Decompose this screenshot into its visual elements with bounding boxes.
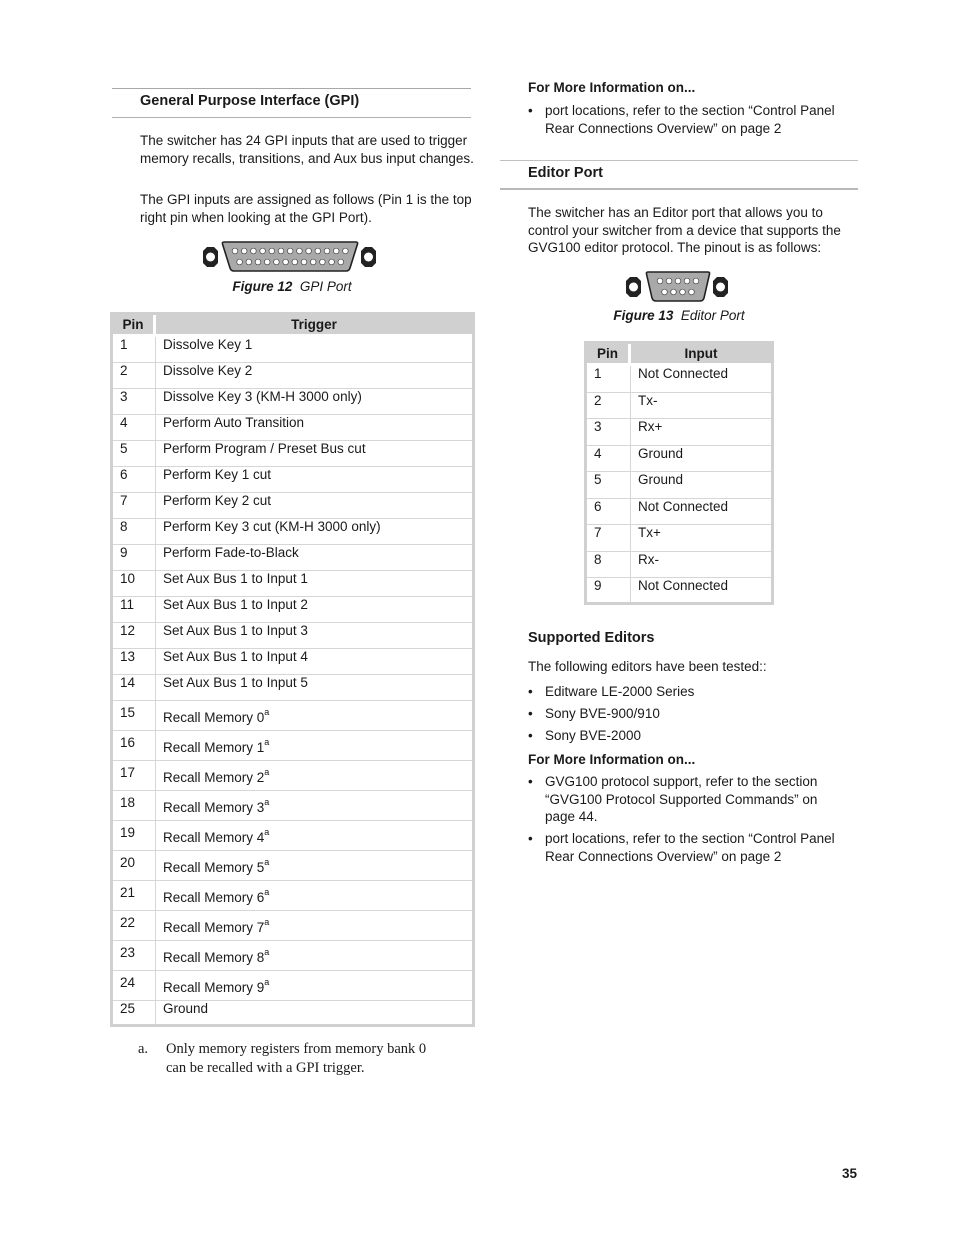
input-cell: Not Connected: [631, 499, 771, 526]
trigger-cell: [156, 971, 472, 1001]
input-cell: Not Connected: [631, 366, 771, 393]
connector-pin: [324, 248, 330, 254]
more-info-title-2: For More Information on...: [528, 752, 696, 767]
pin-cell: 13: [113, 649, 156, 675]
trigger-text: Recall Memory 1: [163, 739, 265, 755]
connector-pin: [278, 248, 284, 254]
pin-cell: 8: [587, 552, 631, 579]
trigger-cell: [156, 467, 472, 493]
supported-editors-title: Supported Editors: [528, 630, 655, 646]
trigger-text: Recall Memory 6: [163, 889, 265, 905]
table-row: [113, 941, 472, 971]
table-row: [113, 441, 472, 467]
table-row: [113, 851, 472, 881]
input-cell: Tx+: [631, 525, 771, 552]
pin-cell: 9: [113, 545, 156, 571]
trigger-cell: [156, 851, 472, 881]
table-row: [113, 389, 472, 415]
editor-name: Editware LE-2000 Series: [545, 684, 695, 699]
trigger-text: Ground: [163, 1001, 209, 1016]
connector-pin: [689, 289, 695, 295]
connector-pin: [657, 278, 663, 284]
pin-cell: 6: [113, 467, 156, 493]
more-info-2b-line-2: Rear Connections Overview” on page 2: [545, 848, 782, 864]
gpi-port-connector-icon: [198, 238, 384, 276]
trigger-cell: [156, 731, 472, 761]
footnote-ref: a: [264, 827, 270, 837]
connector-pin: [260, 248, 266, 254]
trigger-text: Perform Fade-to-Black: [163, 545, 299, 560]
trigger-text: Set Aux Bus 1 to Input 1: [163, 571, 308, 586]
trigger-text: Set Aux Bus 1 to Input 2: [163, 597, 308, 612]
pin-cell: 7: [113, 493, 156, 519]
footnote-ref: a: [264, 767, 270, 777]
pin-cell: 5: [113, 441, 156, 467]
table-row: [587, 552, 771, 579]
table-row: [113, 821, 472, 851]
pin-cell: 11: [113, 597, 156, 623]
figure-13-label: Figure 13: [613, 308, 674, 323]
trigger-text: Recall Memory 7: [163, 919, 265, 935]
table-row: [113, 911, 472, 941]
trigger-cell: [156, 545, 472, 571]
table-row: [587, 446, 771, 473]
pin-cell: 4: [587, 446, 631, 473]
trigger-cell: [156, 337, 472, 363]
trigger-text: Recall Memory 2: [163, 769, 265, 785]
footnote-ref: a: [264, 887, 270, 897]
gpi-paragraph-1: The switcher has 24 GPI inputs that are used to trigger memory recalls, transitions, and Aux bus input changes.: [140, 133, 474, 166]
pin-cell: 4: [113, 415, 156, 441]
section-title-gpi: General Purpose Interface (GPI): [140, 93, 360, 109]
more-info-2b-line-1: port locations, refer to the section “Control Panel: [545, 831, 835, 846]
trigger-cell: [156, 623, 472, 649]
trigger-text: Recall Memory 3: [163, 799, 265, 815]
footnote-line-2: can be recalled with a GPI trigger.: [166, 1060, 365, 1076]
pin-cell: 7: [587, 525, 631, 552]
more-info-2a-line-1: GVG100 protocol support, refer to the section: [545, 774, 818, 789]
table-row: [587, 419, 771, 446]
connector-pin: [671, 289, 677, 295]
input-cell: Rx+: [631, 419, 771, 446]
table-row: [587, 472, 771, 499]
table-row: [113, 493, 472, 519]
bullet-icon: •: [528, 684, 533, 699]
trigger-cell: [156, 911, 472, 941]
table-row: [113, 571, 472, 597]
bullet-icon: •: [528, 831, 533, 846]
connector-pin: [310, 259, 316, 265]
connector-pin: [333, 248, 339, 254]
table-row: [587, 393, 771, 420]
table-row: [113, 1001, 472, 1024]
pin-cell: 1: [587, 366, 631, 393]
input-cell: Ground: [631, 472, 771, 499]
page-number: 35: [842, 1166, 858, 1181]
table-row: [113, 363, 472, 389]
section-bottom-rule: [112, 117, 471, 118]
trigger-text: Perform Auto Transition: [163, 415, 305, 430]
table-row: [113, 701, 472, 731]
pin-cell: 18: [113, 791, 156, 821]
trigger-text: Dissolve Key 2: [163, 363, 253, 378]
connector-pin: [237, 259, 243, 265]
pin-cell: 1: [113, 337, 156, 363]
column-header-trigger: Trigger: [156, 315, 472, 337]
pin-cell: 9: [587, 578, 631, 602]
trigger-text: Recall Memory 9: [163, 979, 265, 995]
trigger-text: Dissolve Key 3 (KM-H 3000 only): [163, 389, 362, 404]
more-info-1-line-2: Rear Connections Overview” on page 2: [545, 120, 782, 136]
pin-cell: 2: [113, 363, 156, 389]
table-row: [113, 519, 472, 545]
input-cell: Not Connected: [638, 578, 729, 593]
trigger-cell: [156, 519, 472, 545]
connector-pin: [315, 248, 321, 254]
pin-cell: 24: [113, 971, 156, 1001]
trigger-text: Set Aux Bus 1 to Input 3: [163, 623, 308, 638]
connector-pin: [662, 289, 668, 295]
connector-pin: [241, 248, 247, 254]
trigger-cell: [156, 597, 472, 623]
connector-pin: [306, 248, 312, 254]
connector-pin: [320, 259, 326, 265]
trigger-cell: [156, 571, 472, 597]
pin-cell: 19: [113, 821, 156, 851]
input-cell: Ground: [631, 446, 771, 473]
connector-pin: [269, 248, 275, 254]
pin-cell: 21: [113, 881, 156, 911]
footnote-ref: a: [264, 707, 270, 717]
pin-cell: 5: [587, 472, 631, 499]
footnote-ref: a: [264, 917, 270, 927]
connector-pin: [680, 289, 686, 295]
table-row: [587, 366, 771, 393]
editor-paragraph: The switcher has an Editor port that allows you to control your switcher from a device that supports the GVG100 editor protocol. The pinout is as follows:: [528, 205, 841, 255]
table-row: [587, 525, 771, 552]
trigger-cell: [156, 675, 472, 701]
footnote-ref: a: [264, 797, 270, 807]
more-info-1-line-1: port locations, refer to the section “Control Panel: [545, 103, 835, 118]
connector-pin: [675, 278, 681, 284]
table-row: [113, 971, 472, 1001]
pin-cell: 15: [113, 701, 156, 731]
pin-cell: 14: [113, 675, 156, 701]
trigger-cell: [156, 389, 472, 415]
trigger-text: Dissolve Key 1: [163, 337, 253, 352]
connector-pin: [301, 259, 307, 265]
connector-pin: [297, 248, 303, 254]
footnote-marker: a.: [138, 1041, 149, 1057]
trigger-cell: [156, 761, 472, 791]
trigger-text: Perform Program / Preset Bus cut: [163, 441, 366, 456]
input-cell: Tx-: [631, 393, 771, 420]
trigger-cell: [156, 363, 472, 389]
table-row: [113, 545, 472, 571]
connector-pin: [338, 259, 344, 265]
section-title-editor-port: Editor Port: [528, 165, 603, 181]
footnote-ref: a: [264, 977, 270, 987]
editor-bottom-rule: [500, 188, 858, 190]
figure-13-caption: [500, 308, 858, 323]
table-row: [113, 761, 472, 791]
table-row: [113, 597, 472, 623]
editor-top-rule: [500, 160, 858, 161]
connector-pin: [283, 259, 289, 265]
trigger-cell: [156, 493, 472, 519]
column-header-pin: Pin: [113, 315, 156, 337]
pin-cell: 25: [113, 1001, 156, 1024]
table-row: [113, 675, 472, 701]
more-info-title-1: For More Information on...: [528, 80, 696, 95]
gpi-paragraph-2: The GPI inputs are assigned as follows (Pin 1 is the top right pin when looking at the GPI Port).: [140, 192, 472, 225]
table-row: [113, 415, 472, 441]
pin-cell: 12: [113, 623, 156, 649]
connector-pin: [264, 259, 270, 265]
bullet-icon: •: [528, 728, 533, 743]
trigger-cell: [156, 941, 472, 971]
trigger-cell: [156, 441, 472, 467]
connector-pin: [246, 259, 252, 265]
trigger-text: Perform Key 2 cut: [163, 493, 272, 508]
connector-pin: [684, 278, 690, 284]
table-header-row: [587, 344, 771, 366]
table-row: [587, 499, 771, 526]
connector-pin: [693, 278, 699, 284]
pin-cell: 6: [587, 499, 631, 526]
trigger-text: Set Aux Bus 1 to Input 5: [163, 675, 308, 690]
connector-pin: [329, 259, 335, 265]
editor-name: Sony BVE-2000: [545, 728, 642, 743]
connector-pin: [292, 259, 298, 265]
figure-12-caption: [112, 279, 472, 294]
pin-cell: 8: [113, 519, 156, 545]
trigger-text: Perform Key 3 cut (KM-H 3000 only): [163, 519, 381, 534]
bullet-icon: •: [528, 103, 533, 118]
table-row: [113, 881, 472, 911]
trigger-cell: [156, 415, 472, 441]
trigger-cell: [156, 649, 472, 675]
connector-pin: [255, 259, 261, 265]
bullet-icon: •: [528, 774, 533, 789]
trigger-text: Set Aux Bus 1 to Input 4: [163, 649, 308, 664]
pin-cell: 10: [113, 571, 156, 597]
pin-cell: 23: [113, 941, 156, 971]
pin-cell: 3: [587, 419, 631, 446]
table-row: [113, 337, 472, 363]
table-row: [587, 578, 771, 602]
table-row: [113, 623, 472, 649]
gpi-pin-table: [110, 312, 475, 1027]
pin-cell: 17: [113, 761, 156, 791]
connector-pin: [251, 248, 257, 254]
connector-pin: [666, 278, 672, 284]
pin-cell: 16: [113, 731, 156, 761]
figure-12-label: Figure 12: [232, 279, 293, 294]
bullet-icon: •: [528, 706, 533, 721]
pin-cell: 22: [113, 911, 156, 941]
column-header-input: Input: [631, 344, 771, 366]
trigger-text: Recall Memory 8: [163, 949, 265, 965]
table-header-row: [113, 315, 472, 337]
connector-pin: [287, 248, 293, 254]
figure-13-title: Editor Port: [680, 308, 745, 323]
connector-pin: [274, 259, 280, 265]
input-cell: Rx-: [631, 552, 771, 579]
table-row: [113, 649, 472, 675]
trigger-text: Perform Key 1 cut: [163, 467, 272, 482]
trigger-cell: [156, 1001, 472, 1024]
pin-cell: 2: [587, 393, 631, 420]
editor-name: Sony BVE-900/910: [545, 706, 660, 721]
table-row: [113, 791, 472, 821]
more-info-2a-line-3: page 44.: [545, 809, 598, 824]
footnote-line-1: Only memory registers from memory bank 0: [166, 1041, 427, 1057]
footnote-ref: a: [264, 857, 270, 867]
editor-pin-table: [584, 341, 774, 605]
trigger-cell: [156, 791, 472, 821]
footnote-ref: a: [264, 737, 270, 747]
trigger-text: Recall Memory 5: [163, 859, 265, 875]
table-row: [113, 731, 472, 761]
connector-pin: [232, 248, 238, 254]
trigger-text: Recall Memory 4: [163, 829, 265, 845]
trigger-cell: [156, 881, 472, 911]
table-row: [113, 467, 472, 493]
pin-cell: 3: [113, 389, 156, 415]
column-header-pin: Pin: [587, 344, 631, 366]
trigger-cell: [156, 821, 472, 851]
connector-pin: [343, 248, 349, 254]
pin-cell: 20: [113, 851, 156, 881]
supported-editors-intro: The following editors have been tested::: [528, 659, 767, 674]
figure-12-title: GPI Port: [299, 279, 352, 294]
trigger-cell: [156, 701, 472, 731]
more-info-2a-line-2: “GVG100 Protocol Supported Commands” on: [545, 791, 818, 807]
section-top-rule: [112, 88, 471, 89]
trigger-text: Recall Memory 0: [163, 709, 265, 725]
editor-port-connector-icon: [622, 270, 734, 304]
footnote-ref: a: [264, 947, 270, 957]
